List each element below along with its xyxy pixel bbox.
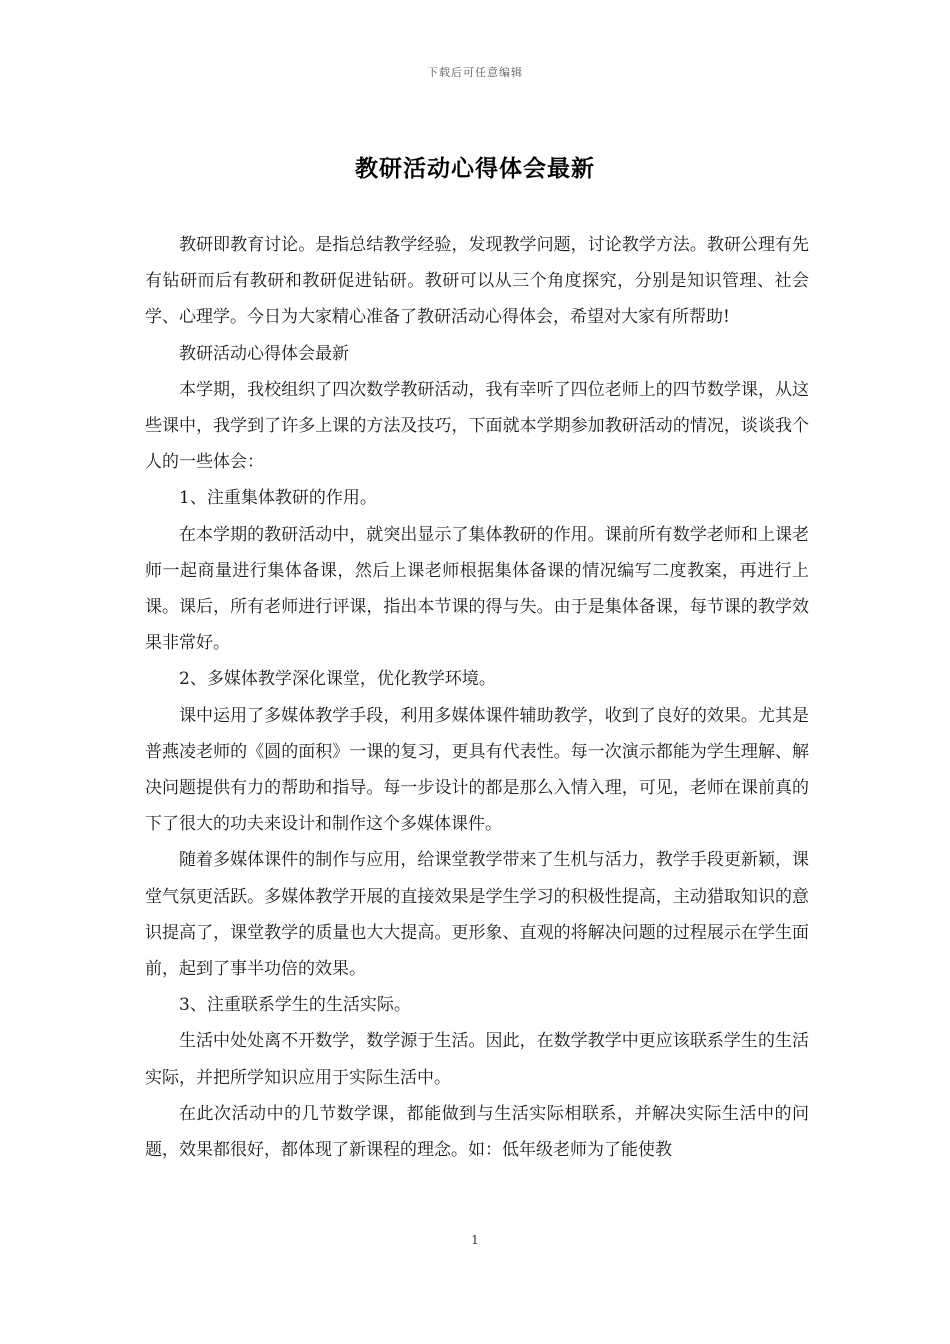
paragraph: 2、多媒体教学深化课堂，优化教学环境。 (179, 669, 496, 690)
paragraph: 本学期，我校组织了四次数学教研活动，我有幸听了四位老师上的四节数学课，从这些课中，我学到了许多上课的方法及技巧，下面就本学期参加教研活动的情况，谈谈我个人的一些体会： (145, 379, 809, 473)
paragraph: 生活中处处离不开数学，数学源于生活。因此，在数学教学中更应该联系学生的生活实际，并把所学知识应用于实际生活中。 (145, 1031, 809, 1088)
paragraph: 课中运用了多媒体教学手段，利用多媒体课件辅助教学，收到了良好的效果。尤其是普燕凌老师的《圆的面积》一课的复习，更具有代表性。每一次演示都能为学生理解、解决问题提供有力的帮助和指导。每一步设计的都是那么入情入理，可见，老师在课前真的下了很大的功夫来设计和制作这个多媒体课件。 (145, 705, 809, 835)
document-body (145, 227, 809, 1168)
document-title: 教研活动心得体会最新 (355, 155, 595, 182)
paragraph: 1、注重集体教研的作用。 (179, 488, 377, 509)
paragraph: 在本学期的教研活动中，就突出显示了集体教研的作用。课前所有数学老师和上课老师一起商量进行集体备课，然后上课老师根据集体备课的情况编写二度教案，再进行上课。课后，所有老师进行评课，指出本节课的得与失。由于是集体备课，每节课的教学效果非常好。 (145, 524, 809, 654)
paragraph: 3、注重联系学生的生活实际。 (179, 995, 411, 1016)
paragraph: 教研即教育讨论。是指总结教学经验，发现教学问题，讨论教学方法。教研公理有先有钻研而后有教研和教研促进钻研。教研可以从三个角度探究，分别是知识管理、社会学、心理学。今日为大家精心准备了教研活动心得体会，希望对大家有所帮助! (145, 235, 809, 328)
header-note: 下载后可任意编辑 (427, 66, 523, 79)
paragraph: 随着多媒体课件的制作与应用，给课堂教学带来了生机与活力，教学手段更新颖，课堂气氛更活跃。多媒体教学开展的直接效果是学生学习的积极性提高，主动猎取知识的意识提高了，课堂教学的质量也大大提高。更形象、直观的将解决问题的过程展示在学生面前，起到了事半功倍的效果。 (145, 850, 809, 980)
page-number: 1 (471, 1233, 479, 1247)
paragraph: 在此次活动中的几节数学课，都能做到与生活实际相联系，并解决实际生活中的问题，效果都很好，都体现了新课程的理念。如：低年级老师为了能使教 (145, 1103, 809, 1161)
paragraph: 教研活动心得体会最新 (179, 343, 349, 364)
